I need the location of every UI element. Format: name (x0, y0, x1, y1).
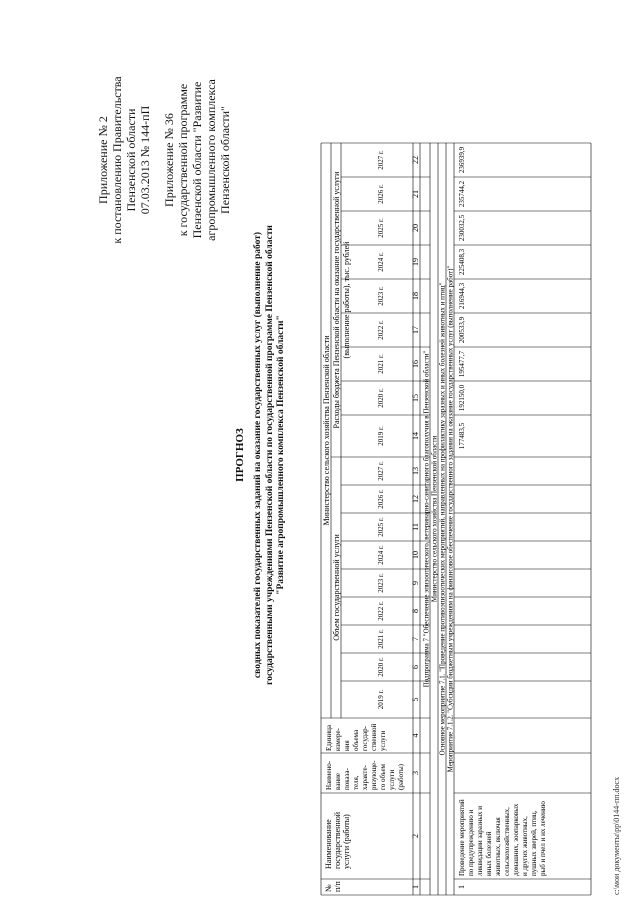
header-indicator-name: теля, (352, 775, 360, 790)
service-name: животных, включая (494, 817, 502, 876)
header-service-name: услуги (работы) (342, 814, 351, 869)
header-indicator-name: характе- (361, 765, 369, 790)
header-indicator-name: ризующе- (370, 760, 378, 790)
appendix-line: Пензенской области" (218, 106, 232, 214)
service-name: по предупреждению и (467, 809, 475, 876)
header-indicator-name: услуги (388, 769, 396, 790)
column-number: 14 (411, 432, 420, 440)
appendix-line: Пензенской области "Развитие (190, 81, 204, 239)
header-indicator-name: (работы) (397, 763, 405, 790)
column-number: 7 (411, 637, 420, 641)
header-year-volume: 2022 г. (377, 601, 385, 621)
section-heading: Министерство сельского хозяйства Пензенской области (430, 435, 439, 603)
section-heading: Основное мероприятие 7.1. "Проведение противоэпизоотических мероприятий, направленных на профилактику заразных и иных болезней животных и птиц" (438, 282, 447, 756)
appendix-line: Пензенской области (124, 108, 138, 212)
header-year-expenses: 2024 г. (377, 252, 385, 272)
header-year-expenses: 2022 г. (377, 320, 385, 340)
column-number: 13 (411, 467, 420, 475)
header-unit: ственной (370, 723, 378, 751)
header-indicator-name: вание (334, 773, 342, 790)
header-year-expenses: 2025 г. (377, 218, 385, 238)
header-indicator-name: Наимено- (325, 760, 333, 790)
header-indicator-name: го объем (379, 764, 387, 790)
file-path-footer: c:\мои документы\pp\0144-пп.docx (612, 776, 621, 895)
column-number: 12 (411, 495, 420, 503)
header-year-expenses: 2023 г. (377, 286, 385, 306)
header-unit: Единица (325, 725, 333, 751)
column-number: 2 (411, 834, 420, 838)
service-name: ликвидации заразных и (476, 805, 484, 876)
header-year-expenses: 2019 г. (377, 426, 385, 446)
header-unit: измере- (334, 728, 342, 751)
service-name: и других животных, (521, 816, 529, 876)
title-line: "Развитие агропромышленного комплекса Пензенской области" (276, 315, 286, 595)
header-year-expenses: 2027 г. (377, 150, 385, 170)
header-year-expenses: 2026 г. (377, 184, 385, 204)
column-number: 17 (411, 326, 420, 334)
title-line: государственными учреждениями Пензенской области по государственной программе Пензенской области (264, 225, 275, 685)
column-number: 19 (411, 258, 420, 266)
column-number: 4 (411, 733, 420, 738)
column-number: 18 (411, 292, 420, 300)
header-num: № (324, 884, 333, 892)
header-volume: Объем государственной услуги (332, 534, 341, 641)
service-name: Проведение мероприятий (458, 799, 466, 876)
header-unit: ния (343, 740, 351, 751)
column-number: 16 (411, 360, 420, 368)
header-indicator-name: показа- (343, 768, 351, 790)
row-number: 1 (457, 885, 466, 889)
appendix-line: агропромышленного комплекса (204, 79, 218, 241)
expense-cell: 230032,5 (458, 214, 466, 242)
header-year-volume: 2019 г. (377, 689, 385, 710)
column-number: 8 (411, 609, 420, 613)
expense-cell: 192150,0 (458, 384, 466, 412)
document-title: ПРОГНОЗ (234, 428, 246, 482)
header-year-volume: 2025 г. (377, 517, 385, 537)
appendix-line: 07.03.2013 № 144-пП (138, 105, 152, 215)
header-year-volume: 2027 г. (377, 461, 385, 481)
column-number: 22 (411, 156, 420, 164)
expense-cell: 177483,5 (458, 422, 466, 450)
header-year-volume: 2020 г. (377, 657, 385, 677)
header-unit: объема (352, 729, 360, 751)
appendix-line: Приложение № 2 (96, 116, 110, 204)
header-expenses: Расходы бюджета Пензенской области на оказание государственной услуги (332, 171, 341, 429)
appendix-line: к постановлению Правительства (110, 76, 124, 244)
title-line: сводных показателей государственных заданий на оказание государственных услуг (выполнение работ) (253, 231, 263, 679)
header-unit: государ- (361, 726, 369, 751)
header-year-volume: 2026 г. (377, 489, 385, 509)
appendix-line: к государственной программе (176, 83, 190, 237)
expense-cell: 200533,9 (458, 316, 466, 344)
header-service-name: Наименование (324, 819, 333, 869)
header-year-volume: 2024 г. (377, 545, 385, 565)
section-heading: Мероприятие 7.1.2. "Субсидии бюджетным учреждениям на финансовое обеспечение государственного задания на оказание государственных услуг (выполнение работ)" (446, 265, 455, 773)
service-name: пушных зверей, птиц, (530, 810, 538, 876)
header-num: п/п (333, 881, 342, 892)
expense-cell: 235744,2 (458, 180, 466, 208)
column-number: 20 (411, 224, 420, 232)
column-number: 15 (411, 394, 420, 402)
service-name: домашних, зоопарковых (512, 803, 520, 876)
service-name: сельскохозяйственных, (503, 807, 511, 876)
column-number: 21 (411, 190, 420, 198)
column-number: 5 (411, 697, 420, 702)
column-number: 6 (411, 665, 420, 669)
header-year-expenses: 2020 г. (377, 388, 385, 408)
service-name: рыб и пчел и их лечению (539, 801, 547, 876)
section-heading: Подпрограмма 7 "Обеспечение эпизоотического, ветеринарно-санитарного благополучия в Пензенской области" (422, 350, 431, 688)
expense-cell: 225408,3 (458, 248, 466, 276)
header-year-volume: 2021 г. (377, 629, 385, 649)
column-number: 11 (411, 523, 420, 531)
service-name: иных болезней (485, 831, 493, 876)
expense-cell: 216944,3 (458, 282, 466, 310)
expense-cell: 195477,7 (458, 350, 466, 378)
header-ministry: Министерство сельского хозяйства Пензенской области (322, 335, 331, 526)
column-number: 3 (411, 771, 420, 775)
header-year-volume: 2023 г. (377, 573, 385, 593)
header-year-expenses: 2021 г. (377, 354, 385, 374)
expense-cell: 236939,9 (458, 146, 466, 174)
column-number: 10 (411, 551, 420, 559)
column-number: 1 (411, 885, 420, 889)
column-number: 9 (411, 581, 420, 585)
header-expenses: (выполнение работы), тыс. рублей (342, 241, 351, 359)
header-service-name: государственной (333, 811, 342, 869)
header-unit: услуги (379, 730, 387, 751)
appendix-line: Приложение № 36 (162, 113, 176, 207)
